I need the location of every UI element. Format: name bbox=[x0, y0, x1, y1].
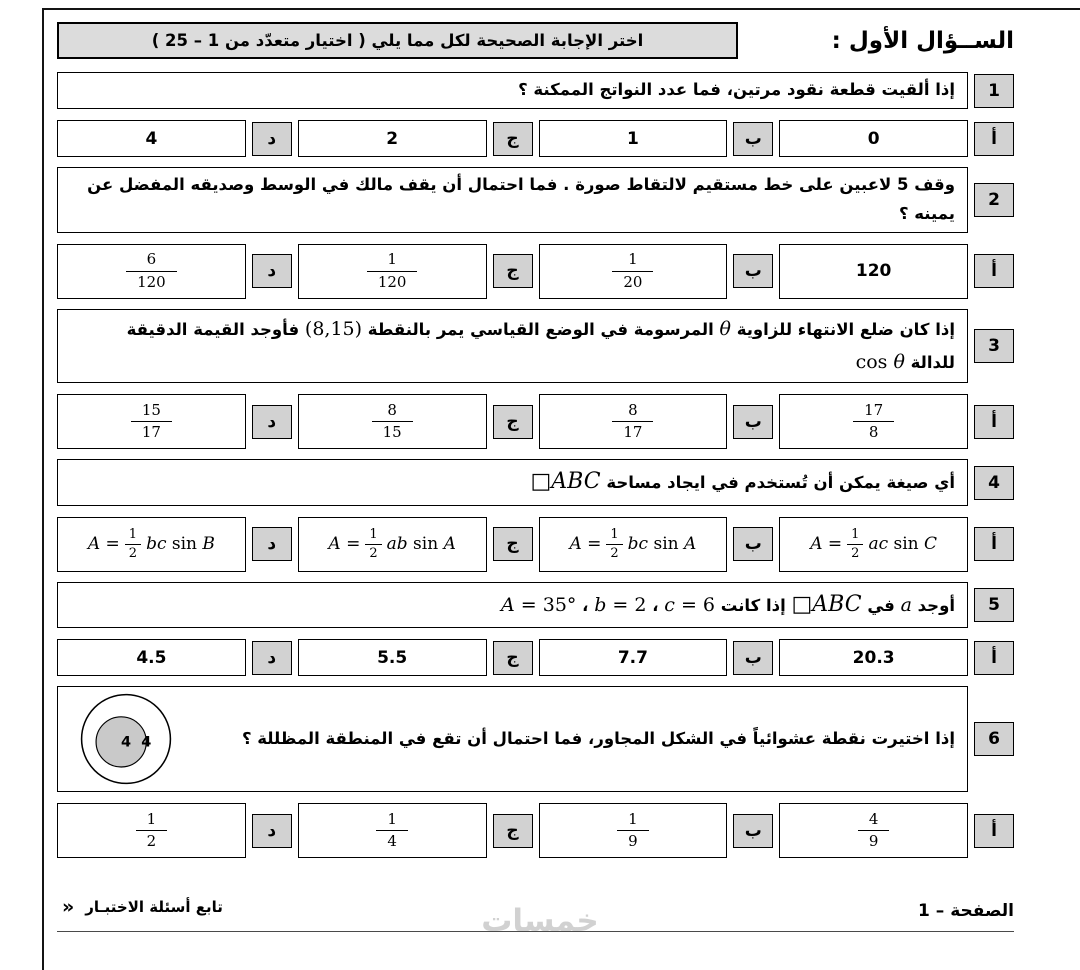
question-3-block bbox=[57, 309, 1014, 450]
continue-arrows-icon: « bbox=[62, 896, 74, 918]
q5-option-c[interactable]: 5.5 bbox=[298, 639, 487, 676]
question-4-block bbox=[57, 459, 1014, 572]
q2-option-c[interactable]: $\frac{1}{120}$ bbox=[298, 244, 487, 299]
question-5-number: 5 bbox=[974, 588, 1014, 622]
q4-option-label-b[interactable]: ب bbox=[733, 527, 773, 561]
q4-option-label-a[interactable]: أ bbox=[974, 527, 1014, 561]
question-2-text-box bbox=[57, 167, 968, 233]
q2-option-d[interactable]: $\frac{6}{120}$ bbox=[57, 244, 246, 299]
question-4-text-box bbox=[57, 459, 968, 506]
q1-option-a[interactable]: 0 bbox=[779, 120, 968, 157]
q6-option-a[interactable]: $\frac{4}{9}$ bbox=[779, 803, 968, 858]
ring-width-label: 4 bbox=[141, 734, 152, 751]
question-2-text: وقف 5 لاعبين على خط مستقيم لالتقاط صورة . فما احتمال أن يقف مالك في الوسط وصديقه المفضل عن يمينه ؟ bbox=[87, 175, 955, 223]
footer-divider bbox=[57, 931, 1014, 932]
question-5-text-box bbox=[57, 582, 968, 629]
q3-option-c[interactable]: $\frac{8}{15}$ bbox=[298, 394, 487, 449]
q5-option-label-a[interactable]: أ bbox=[974, 641, 1014, 675]
question-1-text-box bbox=[57, 72, 968, 109]
q2-option-b[interactable]: $\frac{1}{20}$ bbox=[539, 244, 728, 299]
continue-note bbox=[62, 896, 223, 918]
q1-option-label-a[interactable]: أ bbox=[974, 122, 1014, 156]
q4-option-label-c[interactable]: ج bbox=[493, 527, 533, 561]
question-6-text: إذا اختيرت نقطة عشوائياً في الشكل المجاور، فما احتمال أن تقع في المنطقة المظللة ؟ bbox=[241, 728, 955, 748]
q1-option-label-d[interactable]: د bbox=[252, 122, 292, 156]
question-4-text: أي صيغة يمكن أن تُستخدم في ايجاد مساحة □ABC bbox=[530, 469, 955, 495]
question-6-number: 6 bbox=[974, 722, 1014, 756]
question-1-text: إذا ألقيت قطعة نقود مرتين، فما عدد النواتج الممكنة ؟ bbox=[518, 80, 955, 100]
q2-option-a[interactable]: 120 bbox=[779, 244, 968, 299]
q5-option-label-c[interactable]: ج bbox=[493, 641, 533, 675]
q3-option-label-d[interactable]: د bbox=[252, 405, 292, 439]
question-6-block bbox=[57, 686, 1014, 858]
exam-page-content bbox=[57, 22, 1014, 868]
question-3-text-box bbox=[57, 309, 968, 384]
question-3-text: إذا كان ضلع الانتهاء للزاوية θ المرسومة في الوضع القياسي يمر بالنقطة (8,15) فأوجد القيمة الدقيقة للدالة cos θ bbox=[126, 317, 955, 373]
instruction-box bbox=[57, 22, 738, 59]
q6-option-label-a[interactable]: أ bbox=[974, 814, 1014, 848]
q3-option-a[interactable]: $\frac{17}{8}$ bbox=[779, 394, 968, 449]
q2-option-label-c[interactable]: ج bbox=[493, 254, 533, 288]
concentric-circles-figure bbox=[70, 690, 182, 788]
question-1-number: 1 bbox=[974, 74, 1014, 108]
question-2-block bbox=[57, 167, 1014, 299]
question-2-number: 2 bbox=[974, 183, 1014, 217]
question-3-number: 3 bbox=[974, 329, 1014, 363]
q5-option-b[interactable]: 7.7 bbox=[539, 639, 728, 676]
q4-option-a[interactable]: A = $\frac{1}{2}$ ac sin C bbox=[779, 517, 968, 572]
page-title: الســؤال الأول : bbox=[831, 27, 1014, 54]
q6-option-label-d[interactable]: د bbox=[252, 814, 292, 848]
page-number: الصفحة – 1 bbox=[918, 901, 1014, 921]
q1-option-c[interactable]: 2 bbox=[298, 120, 487, 157]
q1-option-label-b[interactable]: ب bbox=[733, 122, 773, 156]
q5-option-d[interactable]: 4.5 bbox=[57, 639, 246, 676]
continue-label: تابع أسئلة الاختبـار bbox=[85, 898, 223, 916]
q4-option-d[interactable]: A = $\frac{1}{2}$ bc sin B bbox=[57, 517, 246, 572]
inner-radius-label: 4 bbox=[120, 734, 132, 751]
question-6-text-box bbox=[57, 686, 968, 792]
q2-option-label-a[interactable]: أ bbox=[974, 254, 1014, 288]
q3-option-label-a[interactable]: أ bbox=[974, 405, 1014, 439]
q6-option-b[interactable]: $\frac{1}{9}$ bbox=[539, 803, 728, 858]
q2-option-label-b[interactable]: ب bbox=[733, 254, 773, 288]
question-4-number: 4 bbox=[974, 466, 1014, 500]
header bbox=[57, 22, 1014, 59]
question-1-block bbox=[57, 72, 1014, 157]
watermark: خمسات bbox=[481, 903, 599, 939]
q4-option-b[interactable]: A = $\frac{1}{2}$ bc sin A bbox=[539, 517, 728, 572]
q3-option-b[interactable]: $\frac{8}{17}$ bbox=[539, 394, 728, 449]
q3-option-d[interactable]: $\frac{15}{17}$ bbox=[57, 394, 246, 449]
q6-option-c[interactable]: $\frac{1}{4}$ bbox=[298, 803, 487, 858]
question-5-text: أوجد a في □ABC إذا كانت c = 6 ، b = 2 ، A = 35° bbox=[501, 591, 955, 617]
q5-option-label-d[interactable]: د bbox=[252, 641, 292, 675]
q6-option-label-c[interactable]: ج bbox=[493, 814, 533, 848]
q6-option-label-b[interactable]: ب bbox=[733, 814, 773, 848]
q5-option-a[interactable]: 20.3 bbox=[779, 639, 968, 676]
q1-option-d[interactable]: 4 bbox=[57, 120, 246, 157]
q1-option-label-c[interactable]: ج bbox=[493, 122, 533, 156]
q4-option-label-d[interactable]: د bbox=[252, 527, 292, 561]
question-5-block bbox=[57, 582, 1014, 677]
q1-option-b[interactable]: 1 bbox=[539, 120, 728, 157]
q3-option-label-c[interactable]: ج bbox=[493, 405, 533, 439]
q6-option-d[interactable]: $\frac{1}{2}$ bbox=[57, 803, 246, 858]
instruction-text: اختر الإجابة الصحيحة لكل مما يلي ( اختيار متعدّد من 1 – 25 ) bbox=[151, 31, 644, 50]
q5-option-label-b[interactable]: ب bbox=[733, 641, 773, 675]
q2-option-label-d[interactable]: د bbox=[252, 254, 292, 288]
q3-option-label-b[interactable]: ب bbox=[733, 405, 773, 439]
q4-option-c[interactable]: A = $\frac{1}{2}$ ab sin A bbox=[298, 517, 487, 572]
